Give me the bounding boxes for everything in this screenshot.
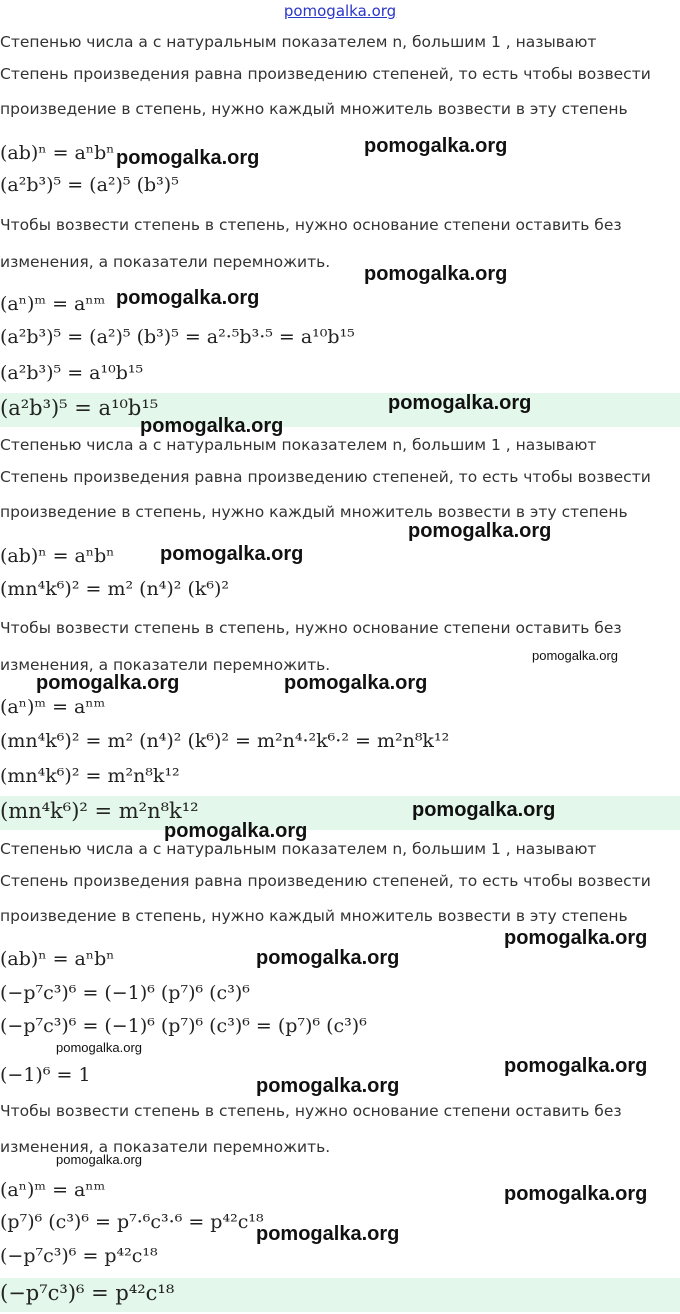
rule-definition: Степенью числа a с натуральным показателем n, большим 1 , называют bbox=[0, 436, 597, 454]
formula-power-rule: (aⁿ)ᵐ = aⁿᵐ bbox=[0, 293, 106, 315]
watermark: pomogalka.org bbox=[116, 147, 260, 169]
formula-power-rule: (aⁿ)ᵐ = aⁿᵐ bbox=[0, 1179, 106, 1201]
watermark: pomogalka.org bbox=[504, 1183, 648, 1205]
rule-product-line2: произведение в степень, нужно каждый множитель возвести в эту степень bbox=[0, 100, 628, 118]
watermark: pomogalka.org bbox=[504, 927, 648, 949]
watermark: pomogalka.org bbox=[364, 135, 508, 157]
watermark: pomogalka.org bbox=[408, 520, 552, 542]
watermark: pomogalka.org bbox=[36, 672, 180, 694]
rule-power-line1: Чтобы возвести степень в степень, нужно основание степени оставить без bbox=[0, 1102, 622, 1120]
watermark: pomogalka.org bbox=[532, 648, 618, 663]
watermark: pomogalka.org bbox=[388, 392, 532, 414]
formula-step: (a²b³)⁵ = (a²)⁵ (b³)⁵ = a²·⁵b³·⁵ = a¹⁰b¹⁵ bbox=[0, 326, 355, 348]
watermark: pomogalka.org bbox=[504, 1055, 648, 1077]
watermark: pomogalka.org bbox=[256, 1223, 400, 1245]
watermark: pomogalka.org bbox=[56, 1152, 142, 1167]
watermark: pomogalka.org bbox=[140, 415, 284, 437]
watermark: pomogalka.org bbox=[256, 1075, 400, 1097]
formula-step: (−p⁷c³)⁶ = (−1)⁶ (p⁷)⁶ (c³)⁶ bbox=[0, 982, 250, 1004]
rule-product-line1: Степень произведения равна произведению степеней, то есть чтобы возвести bbox=[0, 872, 651, 890]
rule-definition: Степенью числа a с натуральным показателем n, большим 1 , называют bbox=[0, 33, 597, 51]
formula-power-rule: (aⁿ)ᵐ = aⁿᵐ bbox=[0, 696, 106, 718]
rule-product-line2: произведение в степень, нужно каждый множитель возвести в эту степень bbox=[0, 907, 628, 925]
rule-product-line1: Степень произведения равна произведению степеней, то есть чтобы возвести bbox=[0, 468, 651, 486]
watermark: pomogalka.org bbox=[284, 672, 428, 694]
rule-power-line2: изменения, а показатели перемножить. bbox=[0, 253, 331, 271]
answer-formula: (−p⁷c³)⁶ = p⁴²c¹⁸ bbox=[0, 1281, 175, 1305]
formula-step: (a²b³)⁵ = a¹⁰b¹⁵ bbox=[0, 362, 144, 384]
formula-step: (mn⁴k⁶)² = m²n⁸k¹² bbox=[0, 765, 180, 787]
formula-step: (a²b³)⁵ = (a²)⁵ (b³)⁵ bbox=[0, 174, 179, 196]
watermark: pomogalka.org bbox=[364, 263, 508, 285]
rule-product-line1: Степень произведения равна произведению степеней, то есть чтобы возвести bbox=[0, 65, 651, 83]
formula-product-rule: (ab)ⁿ = aⁿbⁿ bbox=[0, 948, 115, 970]
rule-power-line1: Чтобы возвести степень в степень, нужно основание степени оставить без bbox=[0, 619, 622, 637]
watermark: pomogalka.org bbox=[164, 820, 308, 842]
rule-power-line2: изменения, а показатели перемножить. bbox=[0, 1138, 331, 1156]
rule-power-line1: Чтобы возвести степень в степень, нужно основание степени оставить без bbox=[0, 216, 622, 234]
watermark: pomogalka.org bbox=[116, 287, 260, 309]
formula-product-rule: (ab)ⁿ = aⁿbⁿ bbox=[0, 545, 115, 567]
formula-product-rule: (ab)ⁿ = aⁿbⁿ bbox=[0, 142, 115, 164]
formula-step: (mn⁴k⁶)² = m² (n⁴)² (k⁶)² = m²n⁴·²k⁶·² = m²n⁸k¹² bbox=[0, 730, 450, 752]
formula-step: (−p⁷c³)⁶ = (−1)⁶ (p⁷)⁶ (c³)⁶ = (p⁷)⁶ (c³)⁶ bbox=[0, 1015, 367, 1037]
formula-step: (p⁷)⁶ (c³)⁶ = p⁷·⁶c³·⁶ = p⁴²c¹⁸ bbox=[0, 1211, 264, 1233]
watermark: pomogalka.org bbox=[160, 543, 304, 565]
rule-product-line2: произведение в степень, нужно каждый множитель возвести в эту степень bbox=[0, 503, 628, 521]
watermark: pomogalka.org bbox=[256, 947, 400, 969]
watermark: pomogalka.org bbox=[56, 1040, 142, 1055]
formula-step: (mn⁴k⁶)² = m² (n⁴)² (k⁶)² bbox=[0, 578, 230, 600]
watermark: pomogalka.org bbox=[412, 799, 556, 821]
rule-definition: Степенью числа a с натуральным показателем n, большим 1 , называют bbox=[0, 840, 597, 858]
formula-step: (−1)⁶ = 1 bbox=[0, 1064, 91, 1086]
answer-formula: (mn⁴k⁶)² = m²n⁸k¹² bbox=[0, 799, 199, 823]
formula-step: (−p⁷c³)⁶ = p⁴²c¹⁸ bbox=[0, 1245, 158, 1267]
rule-power-line2: изменения, а показатели перемножить. bbox=[0, 656, 331, 674]
site-link[interactable]: pomogalka.org bbox=[283, 2, 397, 20]
answer-formula: (a²b³)⁵ = a¹⁰b¹⁵ bbox=[0, 396, 159, 420]
